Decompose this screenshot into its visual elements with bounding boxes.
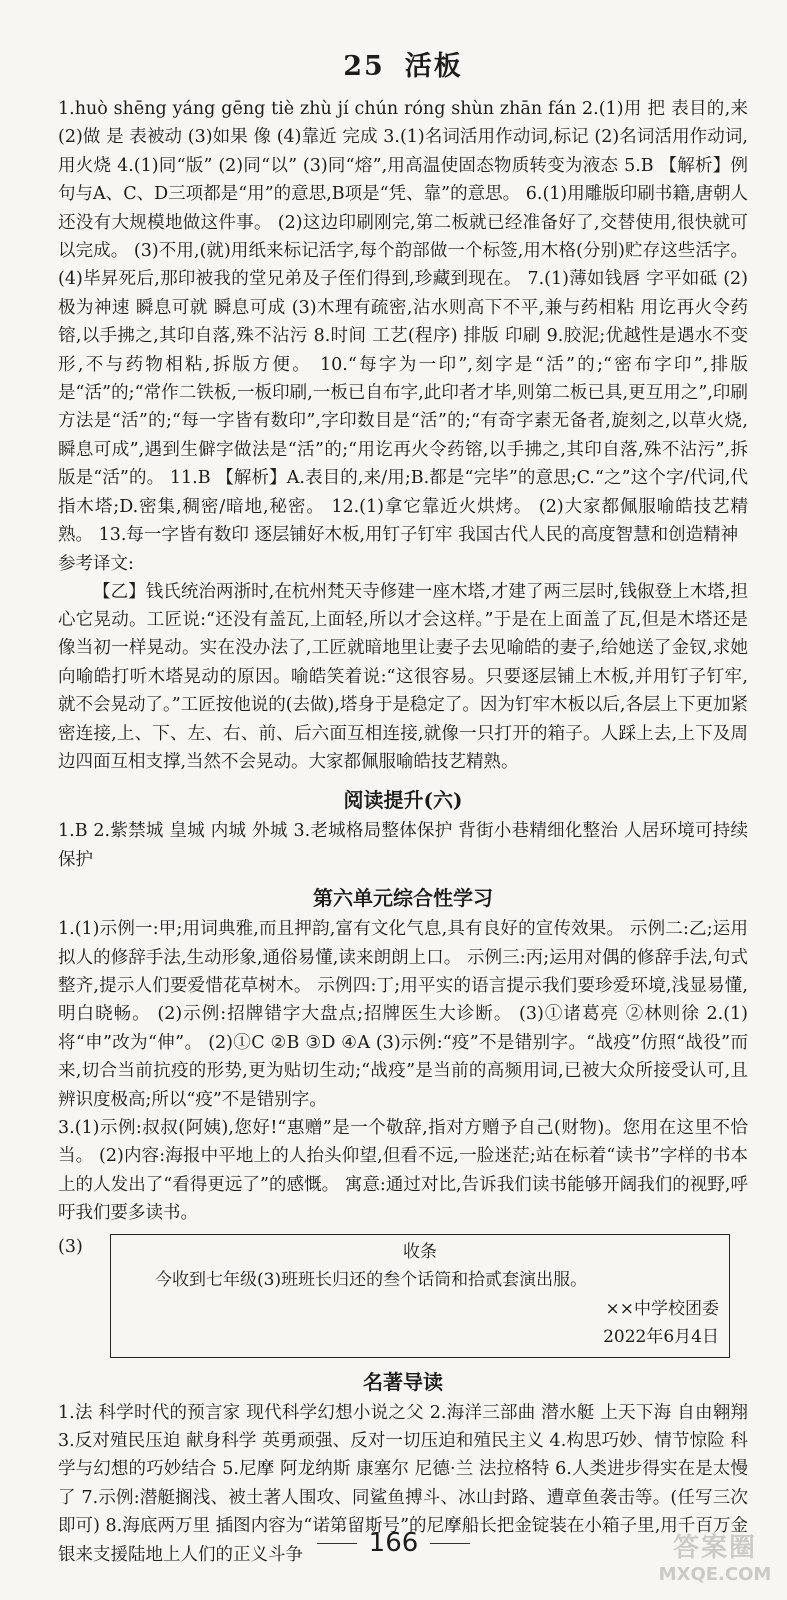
lesson-name: 活板 (404, 51, 463, 82)
page-number-text: 166 (368, 1528, 419, 1558)
answer-page (58, 44, 748, 1569)
page-number-dash-left (317, 1543, 357, 1544)
receipt-row (58, 1234, 748, 1358)
receipt-question-number: (3) (58, 1236, 83, 1257)
reference-translation-label: 参考译文: (58, 553, 134, 574)
watermark-logo (655, 1532, 775, 1592)
page-number-dash-right (430, 1543, 470, 1544)
lesson-answers: 1.huò shēng yáng gēng tiè zhù jí chún róng shùn zhān fán 2.(1)用 把 表目的,来 (2)做 是 表被动 (3)如果 像 (4)靠近 完成 3.(1)名词活用作动词,标记 (2)名词活用作动词,用火烧 4.(1)同“版” (2)同“以” (3)同“熔”,用高温使固态物质转变为液态 5.B 【解析】例句与A、C、D三项都是“用”的意思,B项是“凭、靠”的意思。 6.(1)用雕版印刷书籍,唐朝人还没有大规模地做这件事。 (2)这边印刷刚完,第二板就已经准备好了,交替使用,很快就可以完成。 (3)不用,(就)用纸来标记活字,每个韵部做一个标签,用木格(分别)贮存这些活字。 (4)毕昇死后,那印被我的堂兄弟及子侄们得到,珍藏到现在。 7.(1)薄如钱唇 字平如砥 (2)极为神速 瞬息可就 瞬息可成 (3)木理有疏密,沾水则高下不平,兼与药相粘 用讫再火令药镕,以手拂之,其印自落,殊不沾污 8.时间 工艺(程序) 排版 印刷 9.胶泥;优越性是遇水不变形,不与药物相粘,拆版方便。 10.“每字为一印”,刻字是“活”的;“密布字印”,排版是“活”的;“常作二铁板,一板印刷,一板已自布字,此印者才毕,则第二板已具,更互用之”,印刷方法是“活”的;“每一字皆有数印”,字印数目是“活”的;“有奇字素无备者,旋刻之,以草火烧,瞬息可成”,遇到生僻字做法是“活”的;“用讫再火令药镕,以手拂之,其印自落,殊不沾污”,拆版是“活”的。 11.B 【解析】A.表目的,来/用;B.都是“完毕”的意思;C.“之”这个字/代词,代指木塔;D.密集,稠密/暗地,秘密。 12.(1)拿它靠近火烘烤。 (2)大家都佩服喻皓技艺精熟。 13.每一字皆有数印 逐层铺好木板,用钉子钉牢 我国古代人民的高度智慧和创造精神 (58, 99, 748, 546)
reference-translation: 【乙】钱氏统治两浙时,在杭州梵天寺修建一座木塔,才建了两三层时,钱俶登上木塔,担心它晃动。工匠说:“还没有盖瓦,上面轻,所以才会这样。”于是在上面盖了瓦,但是木塔还是像当初一样晃动。实在没办法了,工匠就暗地里让妻子去见喻皓的妻子,给她送了金钗,求她向喻皓打听木塔晃动的原因。喻皓笑着说:“这很容易。只要逐层铺上木板,并用钉子钉牢,就不会晃动了。”工匠按他说的(去做),塔身于是稳定了。因为钉牢木板以后,各层上下更加紧密连接,上、下、左、右、前、后六面互相连接,就像一只打开的箱子。人踩上去,上下及周边四面互相支撑,当然不会晃动。大家都佩服喻皓技艺精熟。 (58, 581, 748, 772)
unit-section-title: 第六单元综合性学习 (313, 886, 493, 911)
reading-answers: 1.B 2.紫禁城 皇城 内城 外城 3.老城格局整体保护 背街小巷精细化整治 人居环境可持续保护 (58, 821, 748, 870)
unit-answers-part1: 1.(1)示例一:甲;用词典雅,而且押韵,富有文化气息,具有良好的宣传效果。 示例二:乙;运用拟人的修辞手法,生动形象,通俗易懂,读来朗朗上口。 示例三:丙;运用对偶的修辞手法,句式整齐,提示人们要爱惜花草树木。 示例四:丁;用平实的语言提示我们要珍爱环境,浅显易懂,明白晓畅。 (2)示例:招牌错字大盘点;招牌医生大诊断。 (3)①诸葛亮 ②林则徐 2.(1)将“申”改为“伸”。 (2)①C ②B ③D ④A (3)示例:“疫”不是错别字。“战疫”仿照“战役”而来,切合当前抗疫的形势,更为贴切生动;“战疫”是当前的高频用词,已被大众所接受认可,且辨识度极高;所以“疫”不是错别字。 (58, 919, 748, 1110)
unit-answers-part2: 3.(1)示例:叔叔(阿姨),您好!“惠赠”是一个敬辞,指对方赠予自己(财物)。您用在这里不恰当。 (2)内容:海报中平地上的人抬头仰望,但看不远,一脸迷茫;站在标着“读书”字样的书本上的人发出了“看得更远了”的感慨。 寓意:通过对比,告诉我们读书能够开阔我们的视野,呼吁我们要多读书。 (58, 1118, 748, 1224)
receipt-body: 今收到七年级(3)班班长归还的叁个话筒和拾贰套演出服。 (155, 1269, 588, 1290)
classics-answers: 1.法 科学时代的预言家 现代科学幻想小说之父 2.海洋三部曲 潜水艇 上天下海 自由翱翔 3.反对殖民压迫 献身科学 英勇顽强、反对一切压迫和殖民主义 4.构思巧妙、情节惊险 科学与幻想的巧妙结合 5.尼摩 阿龙纳斯 康塞尔 尼德·兰 法拉格特 6.人类进步得实在是太慢了 7.示例:潜艇搁浅、被土著人围攻、同鲨鱼搏斗、冰山封路、遭章鱼袭击等。(任写三次即可) 8.海底两万里 插图内容为“诺第留斯号”的尼摩船长把金锭装在小箱子里,用千百万金银来支援陆地上人们的正义斗争 (58, 1402, 748, 1565)
receipt-date: 2022年6月4日 (603, 1326, 719, 1347)
lesson-title (58, 44, 748, 83)
reading-section-title: 阅读提升(六) (343, 788, 463, 813)
receipt-title: 收条 (403, 1241, 437, 1262)
receipt-box (110, 1234, 730, 1358)
watermark-line2: MXQE.COM (658, 1564, 772, 1585)
watermark-line1: 答案圈 (672, 1533, 757, 1563)
classics-section-title: 名著导读 (363, 1369, 443, 1394)
receipt-signature: ××中学校团委 (605, 1298, 719, 1319)
lesson-number: 25 (343, 51, 385, 82)
